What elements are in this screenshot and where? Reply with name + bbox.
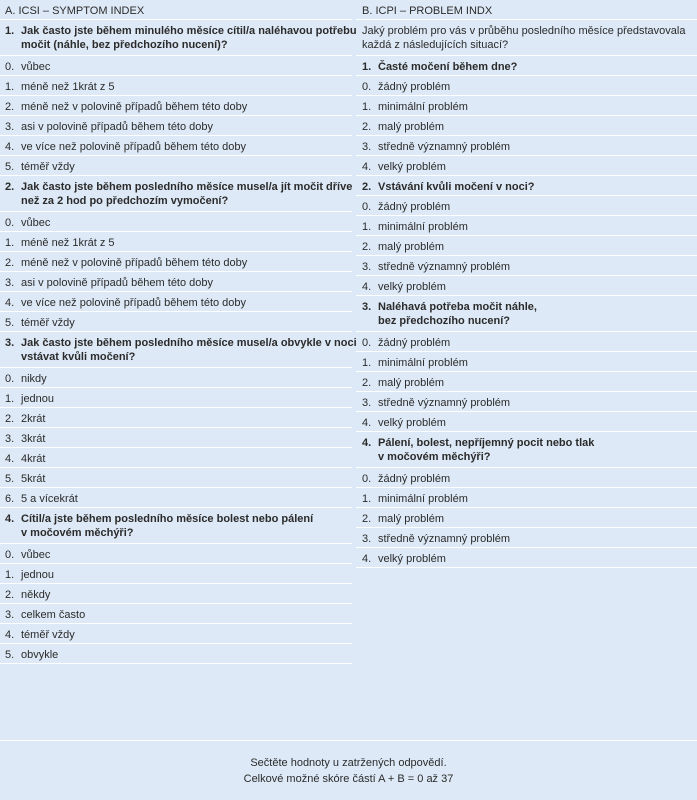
option-value: 4. [5,141,15,153]
option-label: méně než 1krát z 5 [21,81,115,93]
option-label: velký problém [378,161,446,173]
option-label: téměř vždy [21,629,75,641]
section-b-header: B. ICPI – PROBLEM INDX [356,0,697,20]
answer-option [356,528,697,548]
question-number: 4. [362,437,372,449]
question-text: Naléhavá potřeba močit náhle, [378,301,537,313]
option-value: 0. [5,373,15,385]
question-text: než za 2 hod po předchozím vymočení? [21,195,229,207]
option-label: vůbec [21,61,51,73]
question-number: 3. [5,337,15,349]
option-label: malý problém [378,241,445,253]
question-number: 2. [362,181,372,193]
option-label: žádný problém [378,337,451,349]
option-label: asi v polovině případů během této doby [21,277,214,289]
option-label: 2krát [21,413,46,425]
question-number: 4. [5,513,15,525]
option-value: 0. [5,549,15,561]
answer-option [356,468,697,488]
option-value: 4. [362,161,372,173]
option-label: ve více než polovině případů během této doby [21,297,247,309]
answer-option [0,76,352,96]
answer-option [0,156,352,176]
option-label: velký problém [378,417,446,429]
option-value: 2. [362,377,372,389]
option-value: 2. [5,101,15,113]
question-text: Jak často jste během posledního měsíce musel/a obvykle v noci [21,337,357,349]
question-text: Jak často jste během minulého měsíce cítil/a naléhavou potřebu [21,25,357,37]
answer-option [356,508,697,528]
option-value: 0. [5,217,15,229]
answer-option [0,116,352,136]
option-label: žádný problém [378,201,451,213]
question-number: 1. [5,25,15,37]
option-value: 2. [5,589,15,601]
option-label: středně významný problém [378,533,511,545]
answer-option [356,136,697,156]
option-label: minimální problém [378,357,468,369]
answer-option [356,412,697,432]
option-value: 1. [5,393,15,405]
option-value: 4. [5,629,15,641]
answer-option [0,272,352,292]
answer-option [356,332,697,352]
option-value: 3. [5,609,15,621]
option-value: 0. [5,61,15,73]
question [0,508,352,544]
answer-option [0,292,352,312]
option-value: 3. [362,533,372,545]
answer-option [0,644,352,664]
option-value: 1. [362,357,372,369]
option-label: velký problém [378,281,446,293]
option-label: malý problém [378,513,445,525]
option-label: celkem často [21,609,86,621]
section-a-icsi [0,0,357,664]
answer-option [356,548,697,568]
option-value: 5. [5,317,15,329]
option-label: méně než v polovině případů během této doby [21,257,248,269]
option-label: žádný problém [378,81,451,93]
option-label: středně významný problém [378,397,511,409]
option-label: 5 a vícekrát [21,493,78,505]
option-value: 2. [5,413,15,425]
option-value: 4. [362,417,372,429]
answer-option [0,136,352,156]
answer-option [0,368,352,388]
intro-line: každá z následujících situací? [362,39,509,51]
option-value: 1. [362,101,372,113]
question-text: bez předchozího nucení? [378,315,511,327]
option-value: 1. [362,493,372,505]
answer-option [0,212,352,232]
section-a-header: A. ICSI – SYMPTOM INDEX [0,0,352,20]
scoring-note-line: Celkové možné skóre částí A + B = 0 až 37 [243,773,454,785]
question [356,432,697,468]
answer-option [356,488,697,508]
question-text: Časté močení během dne? [378,61,518,73]
option-value: 4. [362,281,372,293]
option-value: 3. [362,261,372,273]
option-value: 0. [362,201,372,213]
option-value: 2. [5,257,15,269]
option-label: někdy [21,589,51,601]
answer-option [356,216,697,236]
answer-option [0,488,352,508]
question [356,176,697,196]
question-text: Pálení, bolest, nepříjemný pocit nebo tlak [378,437,595,449]
option-value: 0. [362,81,372,93]
answer-option [0,448,352,468]
scoring-note-line: Sečtěte hodnoty u zatržených odpovědí. [250,757,447,769]
answer-option [356,276,697,296]
option-label: minimální problém [378,493,468,505]
option-value: 3. [362,141,372,153]
answer-option [356,156,697,176]
answer-option [356,96,697,116]
answer-option [356,372,697,392]
option-value: 4. [5,297,15,309]
option-label: vůbec [21,217,51,229]
answer-option [356,116,697,136]
answer-option [356,76,697,96]
option-label: obvykle [21,649,59,661]
option-label: malý problém [378,377,445,389]
option-label: 3krát [21,433,46,445]
answer-option [0,428,352,448]
answer-option [356,236,697,256]
scoring-note [0,740,697,800]
option-label: asi v polovině případů během této doby [21,121,214,133]
question-text: Cítil/a jste během posledního měsíce bolest nebo pálení [21,513,314,525]
option-label: středně významný problém [378,261,511,273]
option-value: 4. [362,553,372,565]
option-value: 0. [362,337,372,349]
question [0,176,352,212]
section-b-icpi [356,0,697,568]
question-number: 3. [362,301,372,313]
question-number: 2. [5,181,15,193]
option-label: jednou [21,393,55,405]
answer-option [0,388,352,408]
option-label: ve více než polovině případů během této doby [21,141,247,153]
option-label: středně významný problém [378,141,511,153]
option-value: 2. [362,121,372,133]
section-b-intro [356,20,697,56]
option-value: 5. [5,473,15,485]
option-value: 3. [5,277,15,289]
option-label: velký problém [378,553,446,565]
question [356,56,697,76]
question-text: v močovém měchýři? [378,451,491,463]
answer-option [0,468,352,488]
option-label: vůbec [21,549,51,561]
answer-option [356,392,697,412]
answer-option [0,252,352,272]
option-label: téměř vždy [21,317,75,329]
answer-option [0,624,352,644]
option-label: 5krát [21,473,46,485]
answer-option [0,312,352,332]
option-value: 3. [362,397,372,409]
option-value: 5. [5,649,15,661]
option-value: 2. [362,241,372,253]
option-label: minimální problém [378,221,468,233]
option-value: 1. [362,221,372,233]
option-value: 0. [362,473,372,485]
option-value: 1. [5,237,15,249]
option-label: méně než v polovině případů během této doby [21,101,248,113]
question-text: vstávat kvůli močení? [21,351,136,363]
answer-option [0,544,352,564]
answer-option [0,56,352,76]
option-label: nikdy [21,373,47,385]
option-value: 5. [5,161,15,173]
answer-option [356,196,697,216]
option-label: téměř vždy [21,161,75,173]
option-label: 4krát [21,453,46,465]
option-value: 1. [5,81,15,93]
option-value: 6. [5,493,15,505]
question-text: v močovém měchýři? [21,527,134,539]
option-value: 2. [362,513,372,525]
intro-line: Jaký problém pro vás v průběhu posledního měsíce představovala [362,25,686,37]
answer-option [0,232,352,252]
option-label: minimální problém [378,101,468,113]
question [0,332,357,368]
option-value: 1. [5,569,15,581]
answer-option [0,604,352,624]
option-label: malý problém [378,121,445,133]
option-label: méně než 1krát z 5 [21,237,115,249]
question [0,20,357,56]
question [356,296,697,332]
answer-option [0,584,352,604]
answer-option [0,564,352,584]
question-text: močit (náhle, bez předchozího nucení)? [21,39,228,51]
option-value: 4. [5,453,15,465]
option-value: 3. [5,121,15,133]
option-label: žádný problém [378,473,451,485]
question-text: Jak často jste během posledního měsíce musel/a jít močit dříve [21,181,353,193]
answer-option [356,256,697,276]
question-text: Vstávání kvůli močení v noci? [378,181,535,193]
answer-option [0,96,352,116]
answer-option [0,408,352,428]
option-label: jednou [21,569,55,581]
option-value: 3. [5,433,15,445]
answer-option [356,352,697,372]
question-number: 1. [362,61,372,73]
